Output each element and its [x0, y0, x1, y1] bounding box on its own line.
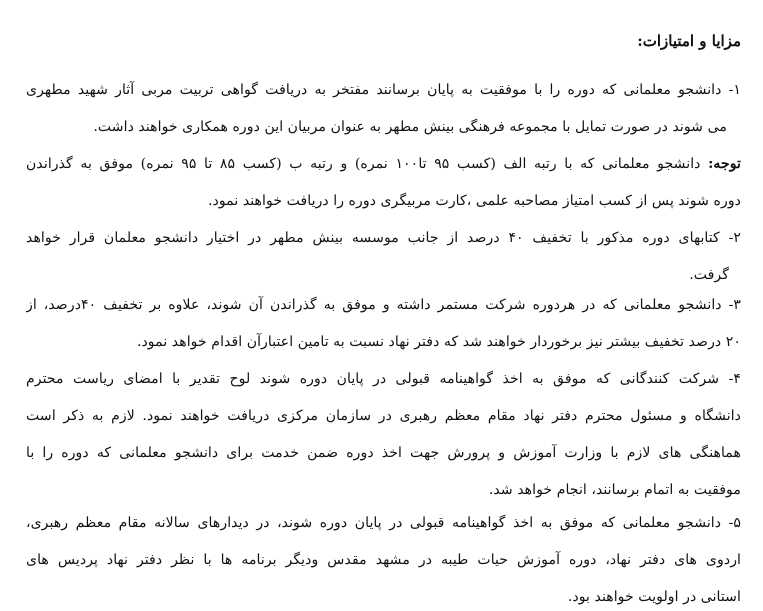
note-line-1 [26, 152, 741, 176]
note-line-2: دوره شوند پس از کسب امتیاز مصاحبه علمی ،کارت مربیگری دوره را دریافت خواهند نمود. [208, 193, 741, 209]
paragraph-5-line-1: ۵- دانشجو معلمانی که موفق به اخذ گواهینامه قبولی در پایان دوره شوند، در دیدارهای سالانه مقام معظم رهبری، [26, 515, 741, 531]
note-label: توجه: [708, 156, 741, 172]
paragraph-4-line-1: ۴- شرکت کنندگانی که موفق به اخذ گواهینامه قبولی در پایان دوره شوند لوح تقدیر با امضای ریاست محترم [26, 371, 741, 387]
paragraph-4-line-3: هماهنگی های لازم با وزارت آموزش و پرورش جهت اخذ دوره ضمن خدمت برای دانشجو معلمانی که دوره را با [26, 445, 741, 461]
paragraph-2-line-1: ۲- کتابهای دوره مذکور با تخفیف ۴۰ درصد از جانب موسسه بینش مطهر در اختیار دانشجو معلمان قرار خواهد [26, 230, 741, 246]
paragraph-4-line-2: دانشگاه و مسئول محترم دفتر نهاد مقام معظم رهبری در سازمان مرکزی دریافت خواهند نمود. لازم به ذکر است [26, 408, 741, 424]
paragraph-1-line-2: می شوند در صورت تمایل با مجموعه فرهنگی بینش مطهر به عنوان مربیان این دوره همکاری خواهند داشت. [93, 119, 727, 135]
paragraph-3-line-1: ۳- دانشجو معلمانی که در هردوره شرکت مستمر داشته و موفق به گذراندن آن شوند، علاوه بر تخفیف ۴۰درصد، از [26, 297, 741, 313]
paragraph-5-line-2: اردوی های دفتر نهاد، دوره آموزش حیات طیبه در مشهد مقدس ودیگر برنامه ها با نظر دفتر نهاد پردیس های [26, 552, 741, 568]
paragraph-4-line-4: موفقیت به اتمام برسانند، انجام خواهد شد. [488, 482, 741, 498]
page-title: مزایا و امتیازات: [637, 32, 741, 50]
paragraph-5-line-3: استانی در اولویت خواهند بود. [567, 589, 741, 605]
paragraph-3-line-2: ۲۰ درصد تخفیف بیشتر نیز برخوردار خواهند شد که دفتر نهاد نسبت به تامین اعتبارآن اقدام خواهد نمود. [136, 334, 741, 350]
paragraph-1-line-1: ۱- دانشجو معلمانی که دوره را با موفقیت به پایان برسانند مفتخر به دریافت گواهی تربیت مربی آثار شهید مطهری [26, 82, 741, 98]
note-text: دانشجو معلمانی که با رتبه الف (کسب ۹۵ تا۱۰۰ نمره) و رتبه ب (کسب ۸۵ تا ۹۵ نمره) موفق به گذراندن [26, 156, 701, 172]
paragraph-2-line-2: گرفت. [689, 267, 729, 283]
